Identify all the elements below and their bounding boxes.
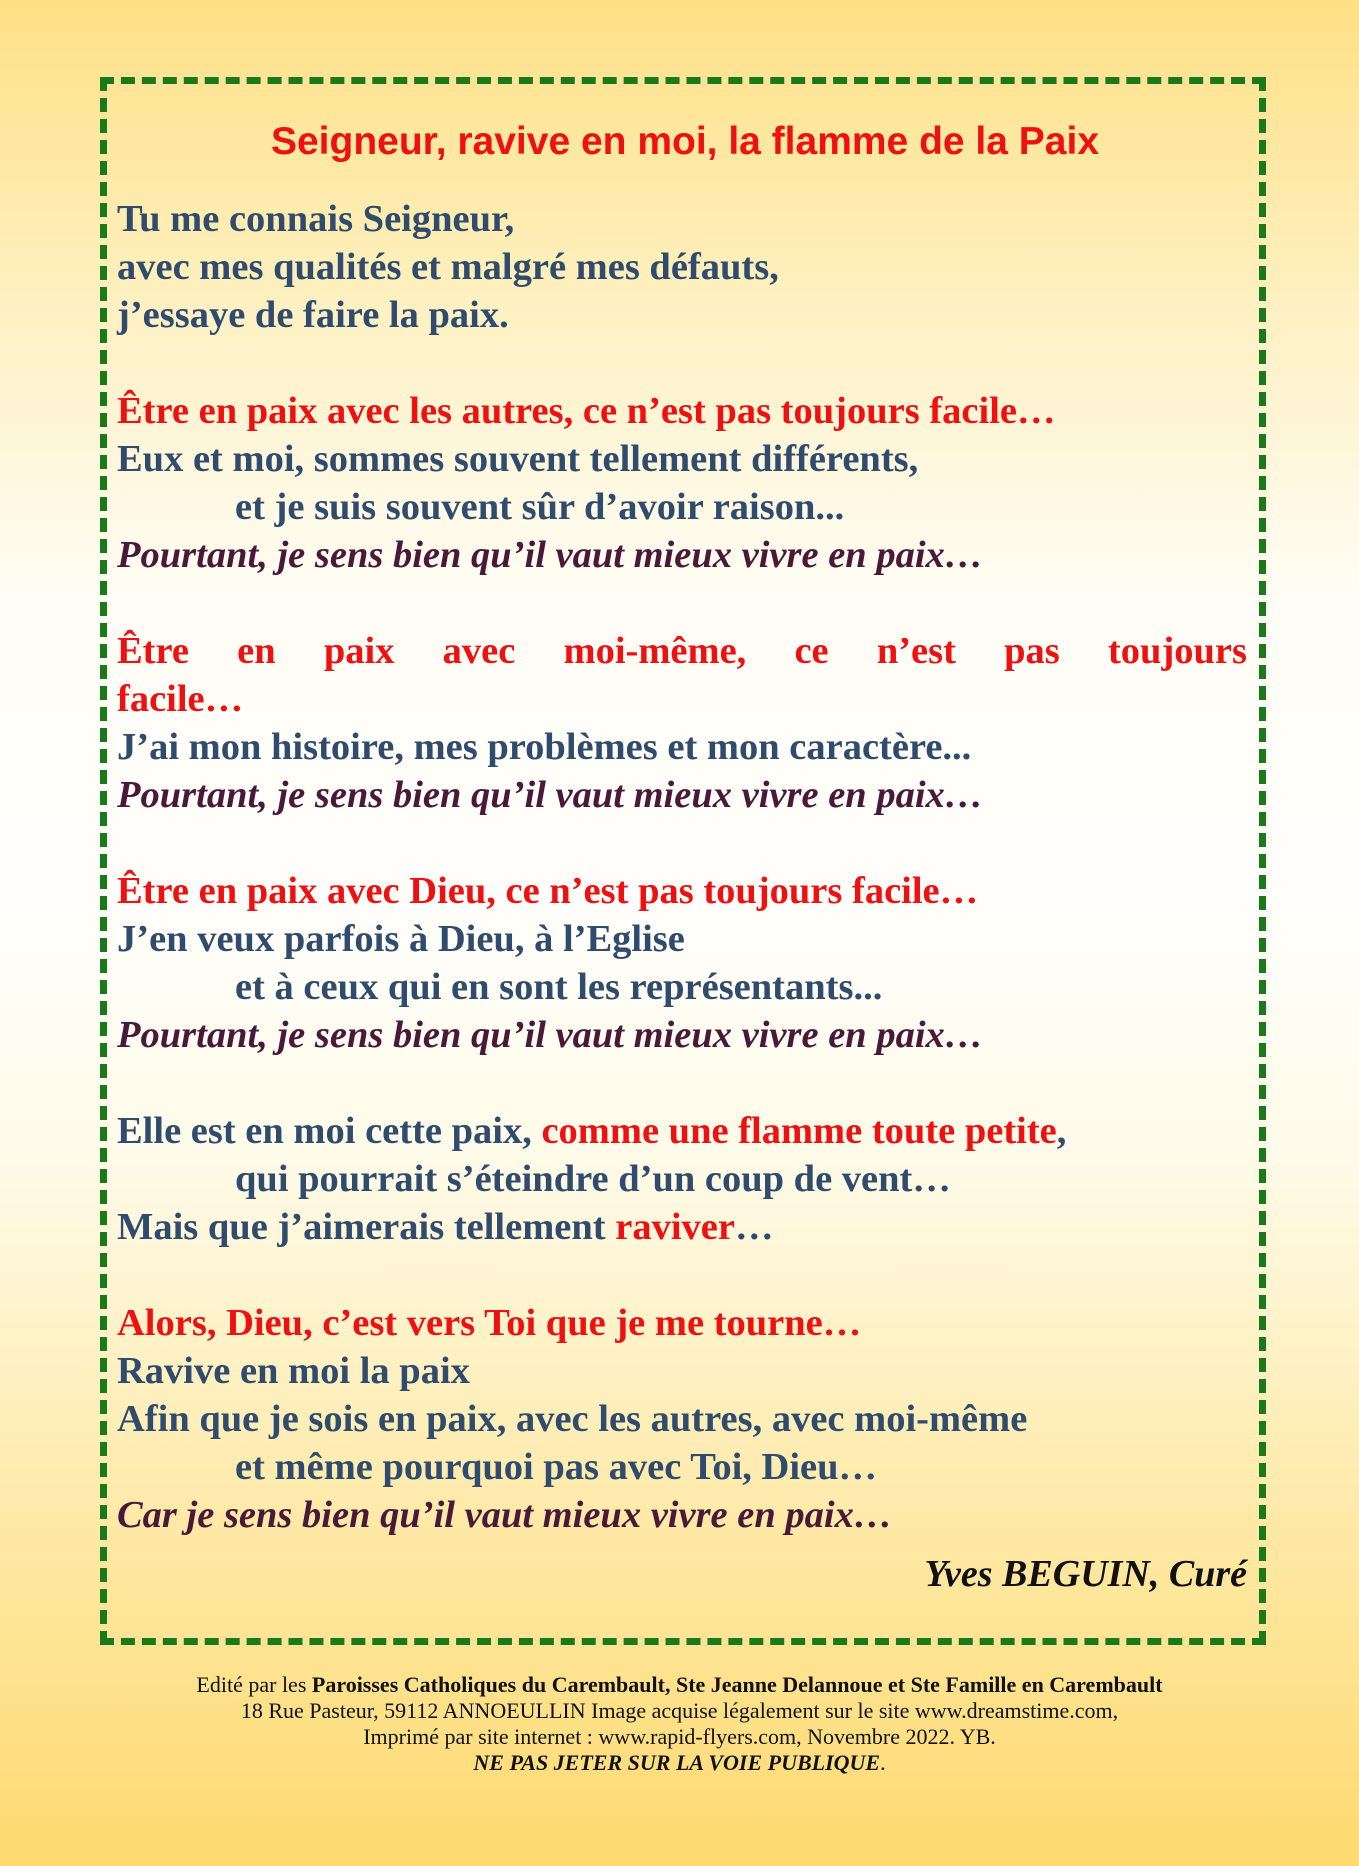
stanza5-line1-start: Elle est en moi cette paix, xyxy=(117,1110,542,1152)
footer xyxy=(0,1672,1359,1776)
stanza5-line1 xyxy=(117,1107,1247,1155)
footer-warning: NE PAS JETER SUR LA VOIE PUBLIQUE xyxy=(473,1750,881,1775)
footer-publisher-line xyxy=(0,1672,1359,1698)
stanza6-line5: Car je sens bien qu’il vaut mieux vivre en paix… xyxy=(117,1494,893,1536)
footer-parishes: Paroisses Catholiques du Carembault, Ste Jeanne Delannoue et Ste Famille en Carembault xyxy=(311,1672,1163,1697)
stanza5-line3 xyxy=(117,1203,1247,1251)
stanza1-line1: Tu me connais Seigneur, xyxy=(117,198,515,240)
stanza4-line1: Être en paix avec Dieu, ce n’est pas toujours facile… xyxy=(117,870,979,912)
footer-address: 18 Rue Pasteur, 59112 ANNOEULLIN Image acquise légalement sur le site www.dreamstime.com, xyxy=(240,1698,1119,1723)
stanza5-line1-end: , xyxy=(1056,1110,1067,1152)
stanza2-line3: et je suis souvent sûr d’avoir raison... xyxy=(235,486,845,528)
prayer-body xyxy=(117,195,1247,1539)
stanza1-line3: j’essaye de faire la paix. xyxy=(117,294,509,336)
prayer-title: Seigneur, ravive en moi, la flamme de la Paix xyxy=(270,120,1100,163)
stanza5-line3-highlight: raviver xyxy=(615,1206,735,1248)
footer-warning-end: . xyxy=(880,1750,886,1775)
stanza5-line2: qui pourrait s’éteindre d’un coup de vent… xyxy=(235,1158,951,1200)
stanza5-line3-start: Mais que j’aimerais tellement xyxy=(117,1206,616,1248)
stanza5-line3-end: … xyxy=(734,1206,774,1248)
stanza6-line3: Afin que je sois en paix, avec les autres, avec moi-même xyxy=(117,1398,1028,1440)
stanza2-line2: Eux et moi, sommes souvent tellement différents, xyxy=(117,438,919,480)
stanza4-line3: et à ceux qui en sont les représentants... xyxy=(235,966,883,1008)
signature: Yves BEGUIN, Curé xyxy=(924,1553,1247,1595)
footer-edited-by: Edité par les xyxy=(196,1672,312,1697)
stanza4-line2: J’en veux parfois à Dieu, à l’Eglise xyxy=(117,918,685,960)
stanza6-line1: Alors, Dieu, c’est vers Toi que je me tourne… xyxy=(117,1302,862,1344)
stanza3-line4: Pourtant, je sens bien qu’il vaut mieux vivre en paix… xyxy=(117,774,984,816)
stanza4-line4: Pourtant, je sens bien qu’il vaut mieux vivre en paix… xyxy=(117,1014,984,1056)
footer-warning-line xyxy=(0,1750,1359,1776)
stanza2-line1: Être en paix avec les autres, ce n’est pas toujours facile… xyxy=(117,390,1056,432)
stanza3-line1: Être en paix avec moi-même, ce n’est pas toujours xyxy=(117,630,1247,672)
stanza6-line4: et même pourquoi pas avec Toi, Dieu… xyxy=(235,1446,878,1488)
stanza3-line2: facile… xyxy=(117,678,244,720)
stanza6-line2: Ravive en moi la paix xyxy=(117,1350,470,1392)
footer-printed: Imprimé par site internet : www.rapid-flyers.com, Novembre 2022. YB. xyxy=(363,1724,996,1749)
stanza2-line4: Pourtant, je sens bien qu’il vaut mieux vivre en paix… xyxy=(117,534,984,576)
stanza3-line3: J’ai mon histoire, mes problèmes et mon caractère... xyxy=(117,726,972,768)
stanza5-line1-highlight: comme une flamme toute petite xyxy=(541,1110,1057,1152)
stanza1-line2: avec mes qualités et malgré mes défauts, xyxy=(117,246,779,288)
